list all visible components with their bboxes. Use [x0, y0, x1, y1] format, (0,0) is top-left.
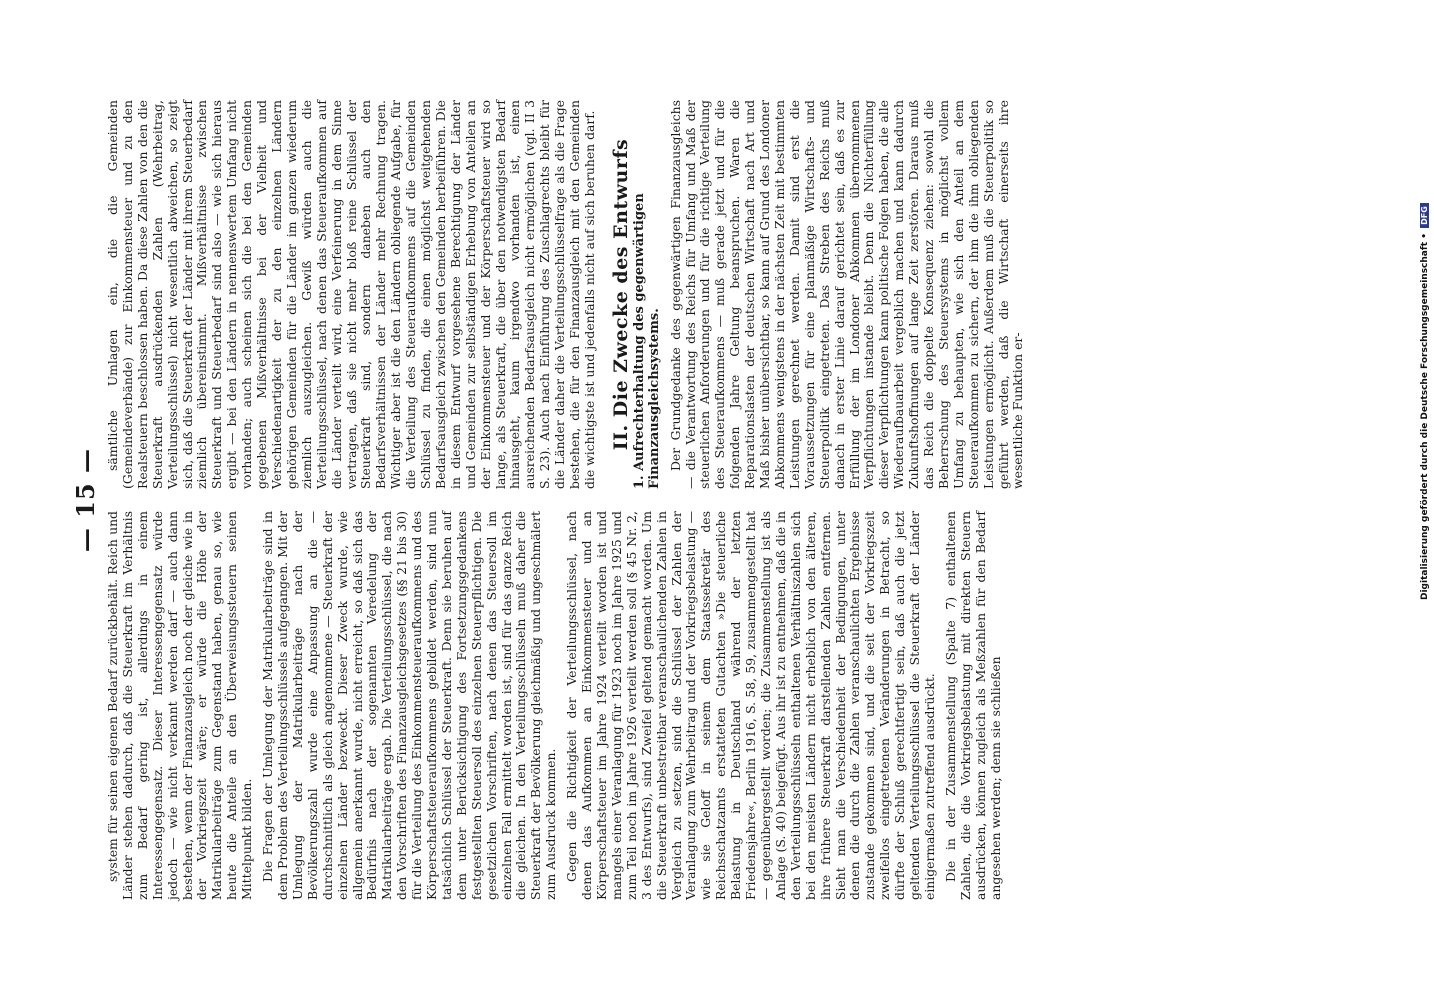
section-title: II. Die Zwecke des Entwurfs — [609, 138, 632, 451]
dfg-logo: DFG — [1420, 203, 1429, 228]
dfg-credit-bar — [1418, 0, 1434, 1000]
dfg-credit-text: Digitalisierung gefördert durch die Deutsche Forschungsgemeinschaft • — [1420, 233, 1430, 600]
dfg-credit — [1420, 0, 1434, 600]
page-number: — 15 — — [70, 447, 100, 553]
text-columns — [105, 100, 1026, 900]
paragraph: Die in der Zusammenstellung (Spalte 7) enthaltenen Zahlen, die die Vorkriegsbelastung mit direkten Steuern ausdrücken, können zugleich als Meßzahlen für den Bedarf angesehen werden; denn sie schließen — [942, 511, 1003, 900]
paragraph: system für seinen eigenen Bedarf zurückbehält. Reich und Länder stehen dadurch, daß die Steuerkraft im Verhältnis zum Bedarf gering ist, allerdings in einem Interessengegensatz. Dieser Interessengegensatz würde jedoch — wie nicht verkannt werden darf — auch dann bestehen, wenn der Finanzausgleich noch der gleiche wie in der Vorkriegszeit wäre; er würde die Höhe der Matrikularbeiträge zum Gegenstand haben, genau so, wie heute die Anteile an den Überweisungssteuern seinen Mittelpunkt bilden. — [105, 511, 255, 900]
paragraph: Die Fragen der Umlegung der Matrikularbeiträge sind in dem Problem des Verteilungsschlüssels aufgegangen. Mit der Umlegung der Matrikularbeiträge nach der Bevölkerungszahl wurde eine Anpassung an die — durchschnittlich als gleich angenommene — Steuerkraft der einzelnen Länder bezweckt. Dieser Zweck wurde, wie allgemein anerkannt wurde, nicht erreicht, so daß sich das Bedürfnis nach der sogenannten Veredelung der Matrikularbeiträge ergab. Die Verteilungsschlüssel, die nach den Vorschriften des Finanzausgleichsgesetzes (§§ 21 bis 30) für die Verteilung des Einkommensteueraufkommens und des Körperschaftsteueraufkommens gebildet werden, sind nun tatsächlich Schlüssel der Steuerkraft. Denn sie beruhen auf dem unter Berücksichtigung des Fortsetzungsgedankens festgestellten Steuersoll des einzelnen Steuerpflichtigen. Die gesetzlichen Vorschriften, nach denen das Steuersoll im einzelnen Fall ermittelt worden ist, sind für das ganze Reich die gleichen. In den Verteilungsschlüsseln muß daher die Steuerkraft der Bevölkerung gleichmäßig und ungeschmälert zum Ausdruck kommen. — [260, 511, 559, 900]
paragraph: Gegen die Richtigkeit der Verteilungsschlüssel, nach denen das Aufkommen an Einkommensteuer und an Körperschaftsteuer im Jahre 1924 verteilt worden ist und mangels einer Veranlagung für 1923 noch im Jahre 1925 und zum Teil noch im Jahre 1926 verteilt werden soll (§ 45 Nr. 2, 3 des Entwurfs), sind Zweifel geltend gemacht worden. Um die Steuerkraft unbestreitbar veranschaulichenden Zahlen in Vergleich zu setzen, sind die Schlüssel der Zahlen der Veranlagung zum Wehrbeitrag und der Vorkriegsbelastung — wie sie Geloff in seinem dem Staatssekretär des Reichsschatzamts erstatteten Gutachten »Die steuerliche Belastung in Deutschland während der letzten Friedensjahre«, Berlin 1916, S. 58, 59, zusammengestellt hat — gegenübergestellt worden; die Zusammenstellung ist als Anlage (S. 40) beigefügt. Aus ihr ist zu entnehmen, daß die in den Verteilungsschlüsseln enthaltenen Verhältniszahlen sich bei den meisten Ländern nicht erheblich von den älteren, ihre frühere Steuerkraft darstellenden Zahlen entfernen. Sieht man die Verschiedenheit der Bedingungen, unter denen die durch die Zahlen veranschaulichten Ergebnisse zustande gekommen sind, und die seit der Vorkriegszeit zweifellos eingetretenen Veränderungen in Betracht, so dürfte der Schluß gerechtfertigt sein, daß auch die jetzt geltenden Verteilungsschlüssel die Steuerkraft der Länder einigermaßen zutreffend ausdrückt. — [564, 511, 937, 900]
subsection-title: 1. Aufrechterhaltung des gegenwärtigen Finanzausgleichsystems. — [631, 193, 662, 489]
left-column — [105, 511, 1003, 900]
rotated-page-content — [70, 100, 1026, 900]
right-column — [105, 100, 1026, 489]
paragraph: Der Grundgedanke des gegenwärtigen Finanzausgleichs — die Verantwortung des Reichs für Umfang und Maß der steuerlichen Anforderungen und für die richtige Verteilung des Steueraufkommens — muß gerade jetzt und für die folgenden Jahre Geltung beanspruchen. Waren die Reparationslasten der deutschen Wirtschaft nach Art und Maß bisher unübersichtbar, so kann auf Grund des Londoner Abkommens wenigstens in der nächsten Zeit mit bestimmten Leistungen gerechnet werden. Damit sind erst die Voraussetzungen für eine planmäßige Wirtschafts- und Steuerpolitik eingetreten. Das Streben des Reichs muß danach in erster Linie darauf gerichtet sein, daß es zur Erfüllung der im Londoner Abkommen übernommenen Verpflichtungen instande bleibt. Denn die Nichterfüllung dieser Verpflichtungen kann politische Folgen haben, die alle Wiederaufbauarbeit vergeblich machen und kann dadurch Zukunftshoffnungen auf lange Zeit zerstören. Daraus muß das Reich die doppelte Konsequenz ziehen: sowohl die Beherrschung des Steuersystems in möglichst vollem Umfang zu behaupten, wie sich den Anteil an dem Steueraufkommen zu sichern, der ihm die ihm obliegenden Leistungen ermöglicht. Außerdem muß die Steuerpolitik so geführt werden, daß die Wirtschaft einerseits ihre wesentliche Funktion er- — [667, 100, 1026, 489]
paragraph: sämtliche Umlagen ein, die die Gemeinden (Gemeindeverbände) zur Einkommensteuer und zu den Realsteuern beschlossen haben. Da diese Zahlen von den die Steuerkraft ausdrückenden Zahlen (Wehrbeitrag, Verteilungsschlüssel) nicht wesentlich abweichen, so zeigt sich, daß die Steuerkraft der Länder mit ihrem Steuerbedarf ziemlich übereinstimmt. Mißverhältnisse zwischen Steuerkraft und Steuerbedarf sind also — wie sich hieraus ergibt — bei den Ländern in nennenswertem Umfang nicht vorhanden; auch scheinen sich die bei den Gemeinden gegebenen Mißverhältnisse bei der Vielheit und Verschiedenartigkeit der zu den einzelnen Ländern gehörigen Gemeinden für die Länder im ganzen wiederum ziemlich auszugleichen. Gewiß würden auch die Verteilungsschlüssel, nach denen das Steueraufkommen auf die Länder verteilt wird, eine Verfeinerung in dem Sinne vertragen, daß sie nicht mehr bloß reine Schlüssel der Steuerkraft sind, sondern daneben auch den Bedarfsverhältnissen der Länder mehr Rechnung tragen. Wichtiger aber ist die den Ländern obliegende Aufgabe, für die Verteilung des Steueraufkommens auf die Gemeinden Schlüssel zu finden, die einen möglichst weitgehenden Bedarfsausgleich zwischen den Gemeinden herbeiführen. Die in diesem Entwurf vorgesehene Berechtigung der Länder und Gemeinden zur selbständigen Erhebung von Anteilen an der Einkommensteuer und der Körperschaftsteuer wird so lange, als Steuerkraft, die über den notwendigsten Bedarf hinausgeht, kaum irgendwo vorhanden ist, einen ausreichenden Bedarfsausgleich nicht ermöglichen (vgl. II 3 S. 23). Auch nach Einführung des Zuschlagrechts bleibt für die Länder daher die Verteilungsschlüsselfrage als die Frage bestehen, die für den Finanzausgleich mit den Gemeinden die wichtigste ist und jedenfalls nicht auf sich beruhen darf. — [105, 100, 597, 489]
